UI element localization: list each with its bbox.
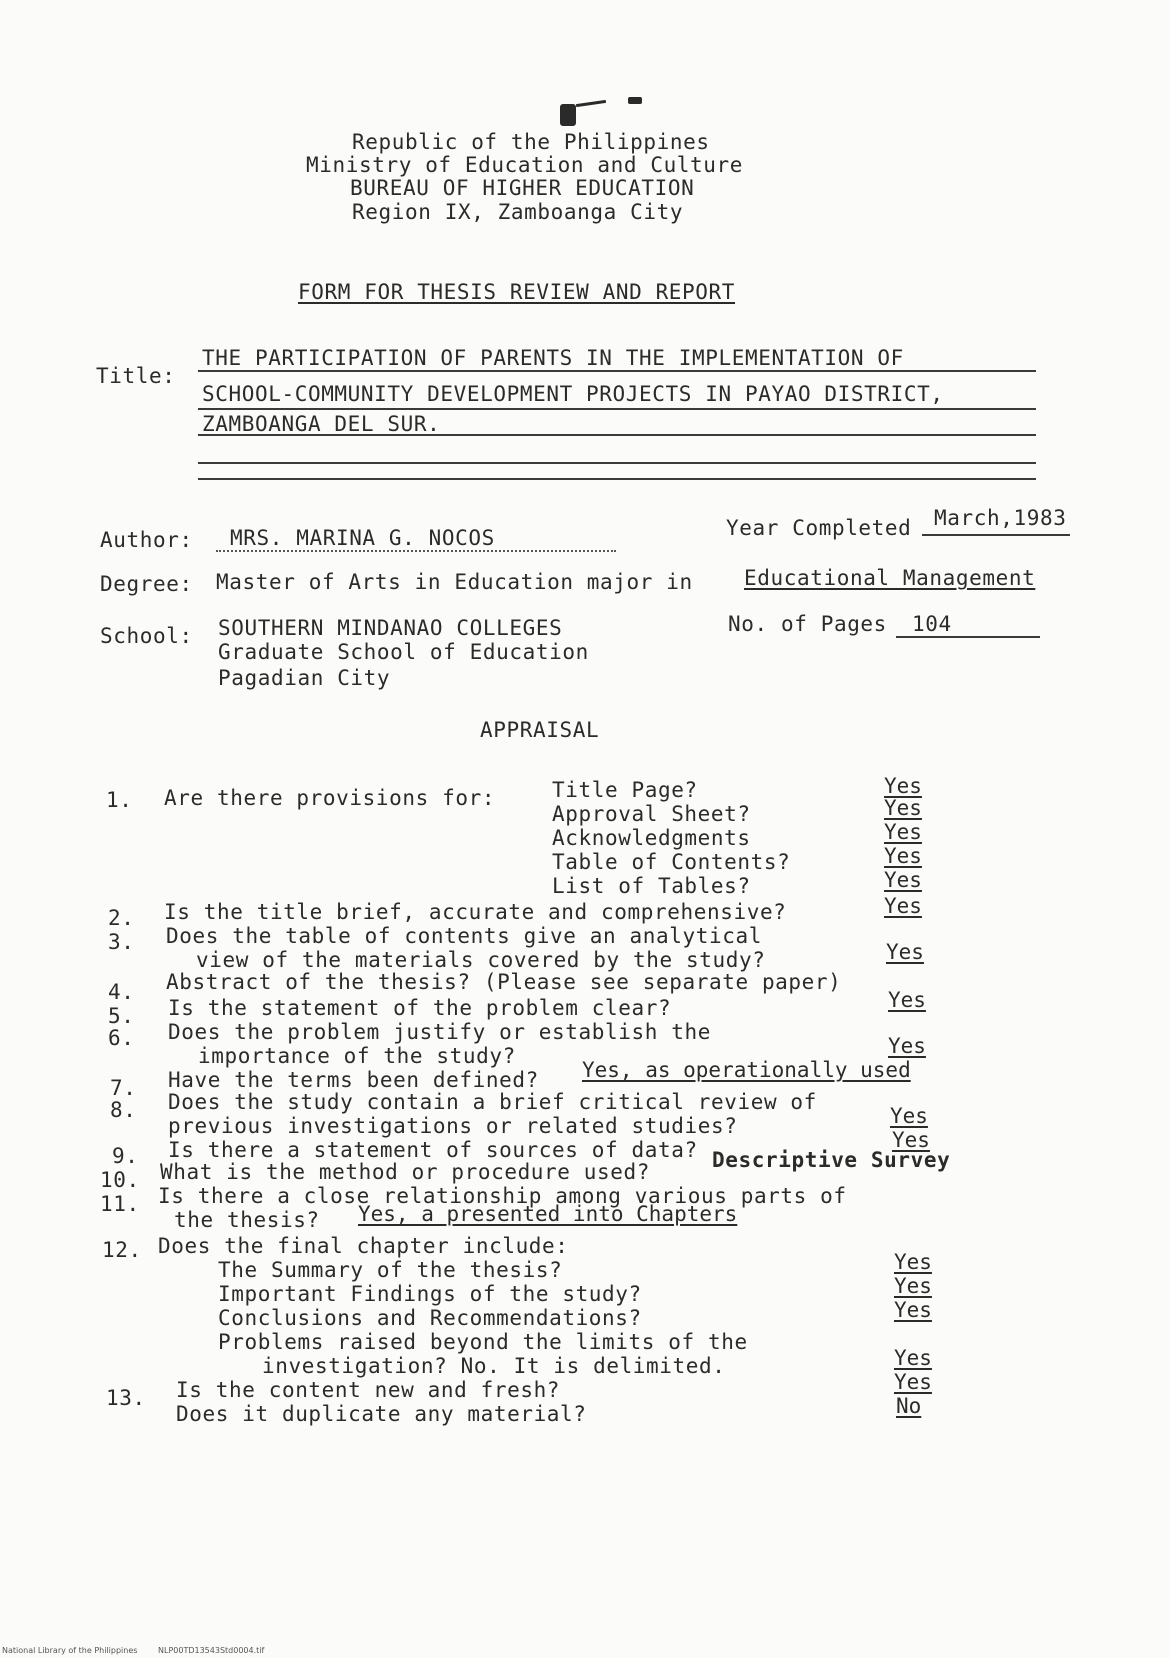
q9-text: Is there a statement of sources of data? <box>168 1138 698 1162</box>
year-rule <box>922 534 1070 536</box>
q12-text: Does the final chapter include: <box>158 1234 569 1258</box>
q4-number: 4. <box>108 980 135 1004</box>
title-line-1: THE PARTICIPATION OF PARENTS IN THE IMPLEMENTATION OF <box>202 346 904 370</box>
q3-number: 3. <box>108 930 135 954</box>
q6-number: 6. <box>108 1026 135 1050</box>
q7-number: 7. <box>110 1076 137 1100</box>
q1-answer-table-of-contents: Yes <box>884 844 922 868</box>
q5-number: 5. <box>108 1004 135 1028</box>
q12-item-summary: The Summary of the thesis? <box>218 1258 563 1282</box>
q3-line-1: Does the table of contents give an analytical <box>166 924 762 948</box>
q1-text: Are there provisions for: <box>164 786 496 810</box>
author-value: MRS. MARINA G. NOCOS <box>230 526 495 550</box>
q1-item-table-of-contents: Table of Contents? <box>552 850 791 874</box>
q13-answer-1: Yes <box>894 1370 932 1394</box>
q12-problems-answer: Yes <box>894 1346 932 1370</box>
q10-answer: Descriptive Survey <box>712 1148 951 1172</box>
q1-answer-approval-sheet: Yes <box>884 796 922 820</box>
q1-item-acknowledgments: Acknowledgments <box>552 826 751 850</box>
q11-line-2: the thesis? <box>174 1208 320 1232</box>
year-label: Year Completed <box>726 516 912 540</box>
q5-answer: Yes <box>888 988 926 1012</box>
q1-item-title-page: Title Page? <box>552 778 698 802</box>
q8-number: 8. <box>110 1098 137 1122</box>
header-republic: Republic of the Philippines <box>352 130 710 154</box>
q6-line-2: importance of the study? <box>198 1044 516 1068</box>
q12-answer-summary: Yes <box>894 1250 932 1274</box>
q1-answer-acknowledgments: Yes <box>884 820 922 844</box>
footer-filename: NLP00TD13543Std0004.tif <box>158 1646 265 1655</box>
seal-mark <box>560 104 576 126</box>
q10-number: 10. <box>100 1168 140 1192</box>
q6-line-1: Does the problem justify or establish the <box>168 1020 711 1044</box>
title-rule-2 <box>198 408 1036 410</box>
q3-answer: Yes <box>886 940 924 964</box>
header-ministry: Ministry of Education and Culture <box>306 153 744 177</box>
q13-line-1: Is the content new and fresh? <box>176 1378 561 1402</box>
q2-number: 2. <box>108 906 135 930</box>
header-bureau: BUREAU OF HIGHER EDUCATION <box>350 176 695 200</box>
title-line-2: SCHOOL-COMMUNITY DEVELOPMENT PROJECTS IN PAYAO DISTRICT, <box>202 382 944 406</box>
author-rule <box>216 550 616 552</box>
q12-answer-conclusions: Yes <box>894 1298 932 1322</box>
seal-mark-dot <box>628 97 642 104</box>
author-label: Author: <box>100 528 193 552</box>
q11-line-1: Is there a close relationship among various parts of <box>158 1184 847 1208</box>
q3-line-2: view of the materials covered by the study? <box>196 948 766 972</box>
q7-answer: Yes, as operationally used <box>582 1058 911 1082</box>
title-rule-5 <box>198 478 1036 480</box>
pages-label: No. of Pages <box>728 612 887 636</box>
q4-text: Abstract of the thesis? (Please see separate paper) <box>166 970 842 994</box>
school-line-1: SOUTHERN MINDANAO COLLEGES <box>218 616 563 640</box>
school-line-2: Graduate School of Education <box>218 640 589 664</box>
q7-text: Have the terms been defined? <box>168 1068 539 1092</box>
q13-number: 13. <box>106 1386 146 1410</box>
q1-answer-title-page: Yes <box>884 774 922 798</box>
degree-value: Educational Management <box>744 566 1036 590</box>
q13-answer-2: No <box>896 1394 922 1418</box>
school-label: School: <box>100 624 193 648</box>
q1-answer-list-of-tables: Yes <box>884 868 922 892</box>
q8-line-1: Does the study contain a brief critical review of <box>168 1090 817 1114</box>
q11-answer: Yes, a presented into Chapters <box>358 1202 738 1226</box>
school-line-3: Pagadian City <box>218 666 391 690</box>
q1-number: 1. <box>106 788 133 812</box>
year-value: March,1983 <box>934 506 1067 530</box>
q12-problems-line-1: Problems raised beyond the limits of the <box>218 1330 748 1354</box>
q1-item-approval-sheet: Approval Sheet? <box>552 802 751 826</box>
pages-value: 104 <box>912 612 952 636</box>
q12-answer-findings: Yes <box>894 1274 932 1298</box>
q13-line-2: Does it duplicate any material? <box>176 1402 587 1426</box>
q6-answer: Yes <box>888 1034 926 1058</box>
title-rule-3 <box>198 434 1036 436</box>
title-rule-4 <box>198 462 1036 464</box>
degree-prefix: Master of Arts in Education major in <box>216 570 693 594</box>
q2-answer: Yes <box>884 894 922 918</box>
header-region: Region IX, Zamboanga City <box>352 200 684 224</box>
q12-number: 12. <box>102 1238 142 1262</box>
seal-mark-tail <box>576 100 606 107</box>
degree-label: Degree: <box>100 572 193 596</box>
q11-number: 11. <box>100 1192 140 1216</box>
q8-line-2: previous investigations or related studies? <box>168 1114 738 1138</box>
q12-problems-line-2: investigation? No. It is delimited. <box>262 1354 726 1378</box>
q8-answer: Yes <box>890 1104 928 1128</box>
q12-item-findings: Important Findings of the study? <box>218 1282 642 1306</box>
q12-item-conclusions: Conclusions and Recommendations? <box>218 1306 642 1330</box>
appraisal-heading: APPRAISAL <box>480 718 600 742</box>
q5-text: Is the statement of the problem clear? <box>168 996 672 1020</box>
q9-number: 9. <box>112 1144 139 1168</box>
title-line-3: ZAMBOANGA DEL SUR. <box>202 412 441 436</box>
q1-item-list-of-tables: List of Tables? <box>552 874 751 898</box>
pages-rule <box>896 636 1040 638</box>
title-rule-1 <box>198 370 1036 372</box>
footer-library: National Library of the Philippines <box>2 1646 138 1655</box>
q2-text: Is the title brief, accurate and comprehensive? <box>164 900 787 924</box>
form-title: FORM FOR THESIS REVIEW AND REPORT <box>298 280 736 304</box>
q10-text: What is the method or procedure used? <box>160 1160 650 1184</box>
title-label: Title: <box>96 364 176 388</box>
q9-answer: Yes <box>892 1128 930 1152</box>
